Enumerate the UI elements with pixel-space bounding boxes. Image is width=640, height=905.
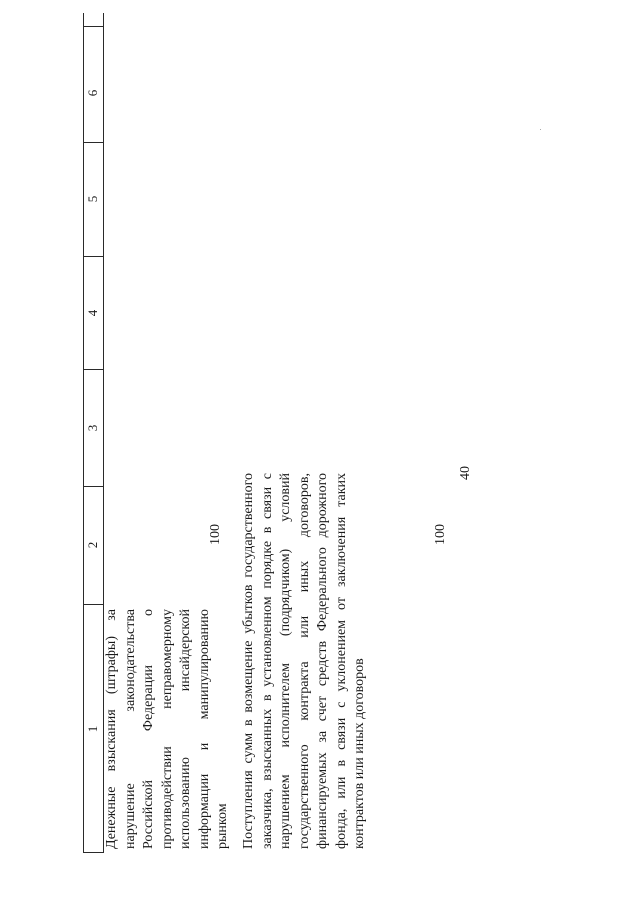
table-right-edge — [83, 26, 103, 27]
table-row-1-value: 100 — [208, 524, 223, 545]
column-header-3: 3 — [85, 424, 100, 432]
table-row-2-description: Поступления сумм в возмещение убытков государственного заказчика, взысканных в установленном порядке в связи с нарушением исполнителем (подрядчиком) условий государственного контракта или иных договоров, финансируемых за счет средств Федерального дорожного фонда, или в связи с уклонением от заключения таких контрактов или иных договоров — [241, 473, 367, 849]
scan-speck — [540, 129, 541, 130]
table-top-border — [83, 13, 84, 853]
column-separator — [83, 486, 103, 487]
column-header-2: 2 — [85, 541, 100, 549]
table-left-edge — [83, 852, 103, 853]
column-header-5: 5 — [85, 195, 100, 203]
column-separator — [83, 142, 103, 143]
column-header-4: 4 — [85, 309, 100, 317]
page-number: 40 — [458, 466, 473, 480]
column-header-1: 1 — [85, 725, 100, 733]
column-separator — [83, 256, 103, 257]
column-separator — [83, 604, 103, 605]
column-header-6: 6 — [85, 89, 100, 97]
column-separator — [83, 369, 103, 370]
table-row-2-value: 100 — [433, 524, 448, 545]
table-row-1-description: Денежные взыскания (штрафы) за нарушение законодательства Российской Федерации о противодействии неправомерному использованию инсайдерской информации и манипулированию рынком — [104, 609, 230, 849]
